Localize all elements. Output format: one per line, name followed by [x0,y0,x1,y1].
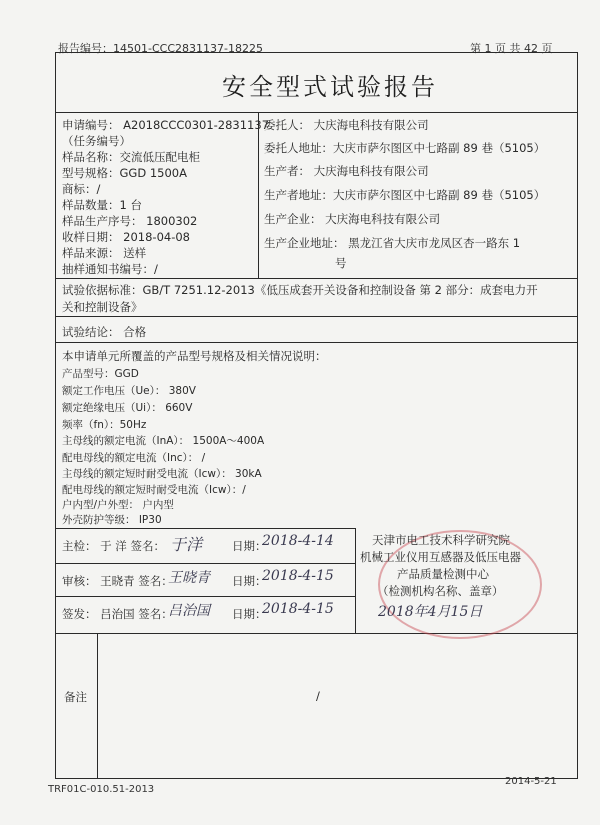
producer-address: 生产者地址：大庆市萨尔图区中七路副 89 巷（5105） [264,188,546,202]
institute-name: 天津市电工技术科学研究院 [372,533,510,547]
coverage-line: 户内型/户外型： 户内型 [62,499,174,511]
seal-caption: （检测机构名称、盖章） [377,584,504,598]
remarks-label: 备注 [64,690,87,704]
reviewer-label: 审核： 王晓青 签名： [62,574,173,588]
reviewer-signature: 王晓青 [168,570,210,586]
test-standard-cont: 关和控制设备》 [62,300,143,314]
inspector-label: 主检： 于 洋 签名： [62,539,165,553]
manufacturer-address: 生产企业地址： 黑龙江省大庆市龙凤区杏一路东 1 [264,236,521,250]
trademark: 商标：/ [62,182,101,196]
producer: 生产者： 大庆海电科技有限公司 [264,164,429,178]
issuer-date-label: 日期： [232,607,267,621]
remarks-value: / [316,689,320,703]
coverage-line: 产品型号：GGD [62,368,139,380]
coverage-line: 额定工作电压（Ue）： 380V [62,385,196,397]
divider [55,112,578,113]
inspector-date-label: 日期： [232,539,267,553]
sample-source: 样品来源： 送样 [62,246,147,260]
receive-date: 收样日期： 2018-04-08 [62,230,190,244]
institute-center: 机械工业仪用互感器及低压电器 [360,550,521,564]
issuer-signature: 吕治国 [168,603,210,619]
column-divider [258,112,259,278]
divider [55,342,578,343]
issuer-label: 签发： 吕治国 签名： [62,607,173,621]
column-divider [97,633,98,779]
divider [55,316,578,317]
coverage-line: 额定绝缘电压（Ui）： 660V [62,402,193,414]
coverage-line: 配电母线的额定电流（Inc）： / [62,452,206,464]
client: 委托人： 大庆海电科技有限公司 [264,118,429,132]
divider [55,563,355,564]
manufacturer: 生产企业： 大庆海电科技有限公司 [264,212,441,226]
column-divider [355,528,356,633]
coverage-line: 频率（fn）：50Hz [62,419,147,431]
seal-date: 2018年4月15日 [378,604,483,620]
inspector-date: 2018-4-14 [262,533,334,549]
sample-serial: 样品生产序号： 1800302 [62,214,198,228]
application-number: 申请编号： A2018CCC0301-2831137 [62,118,270,132]
coverage-heading: 本申请单元所覆盖的产品型号规格及相关情况说明： [62,349,327,363]
divider [55,528,355,529]
coverage-line: 配电母线的额定短时耐受电流（Icw）：/ [62,484,246,496]
coverage-line: 主母线的额定电流（InA）： 1500A～400A [62,435,265,447]
sampling-notice: 抽样通知书编号：/ [62,262,158,276]
reviewer-date-label: 日期： [232,574,267,588]
divider [55,278,578,279]
task-number: （任务编号） [62,134,131,148]
test-standard: 试验依据标准：GB/T 7251.12-2013《低压成套开关设备和控制设备 第 2 部分：成套电力开 [62,283,538,297]
coverage-line: 主母线的额定短时耐受电流（Icw）： 30kA [62,468,262,480]
report-title: 安全型式试验报告 [222,73,438,101]
divider [55,596,355,597]
inspector-signature: 于洋 [170,535,203,554]
page-info: 第 1 页 共 42 页 [470,42,553,55]
test-conclusion: 试验结论： 合格 [62,325,147,339]
sample-quantity: 样品数量：1 台 [62,198,142,212]
reviewer-date: 2018-4-15 [262,568,334,584]
manufacturer-address-cont: 号 [335,256,347,270]
model-spec: 型号规格：GGD 1500A [62,166,187,180]
client-address: 委托人地址：大庆市萨尔图区中七路副 89 巷（5105） [264,141,546,155]
report-number: 报告编号：14501-CCC2831137-18225 [58,42,263,55]
divider [55,633,578,634]
form-date: 2014-5-21 [505,776,557,787]
sample-name: 样品名称：交流低压配电柜 [62,150,200,164]
institute-center-cont: 产品质量检测中心 [397,567,489,581]
form-number: TRF01C-010.51-2013 [48,784,155,795]
issuer-date: 2018-4-15 [262,601,334,617]
coverage-line: 外壳防护等级： IP30 [62,514,162,526]
